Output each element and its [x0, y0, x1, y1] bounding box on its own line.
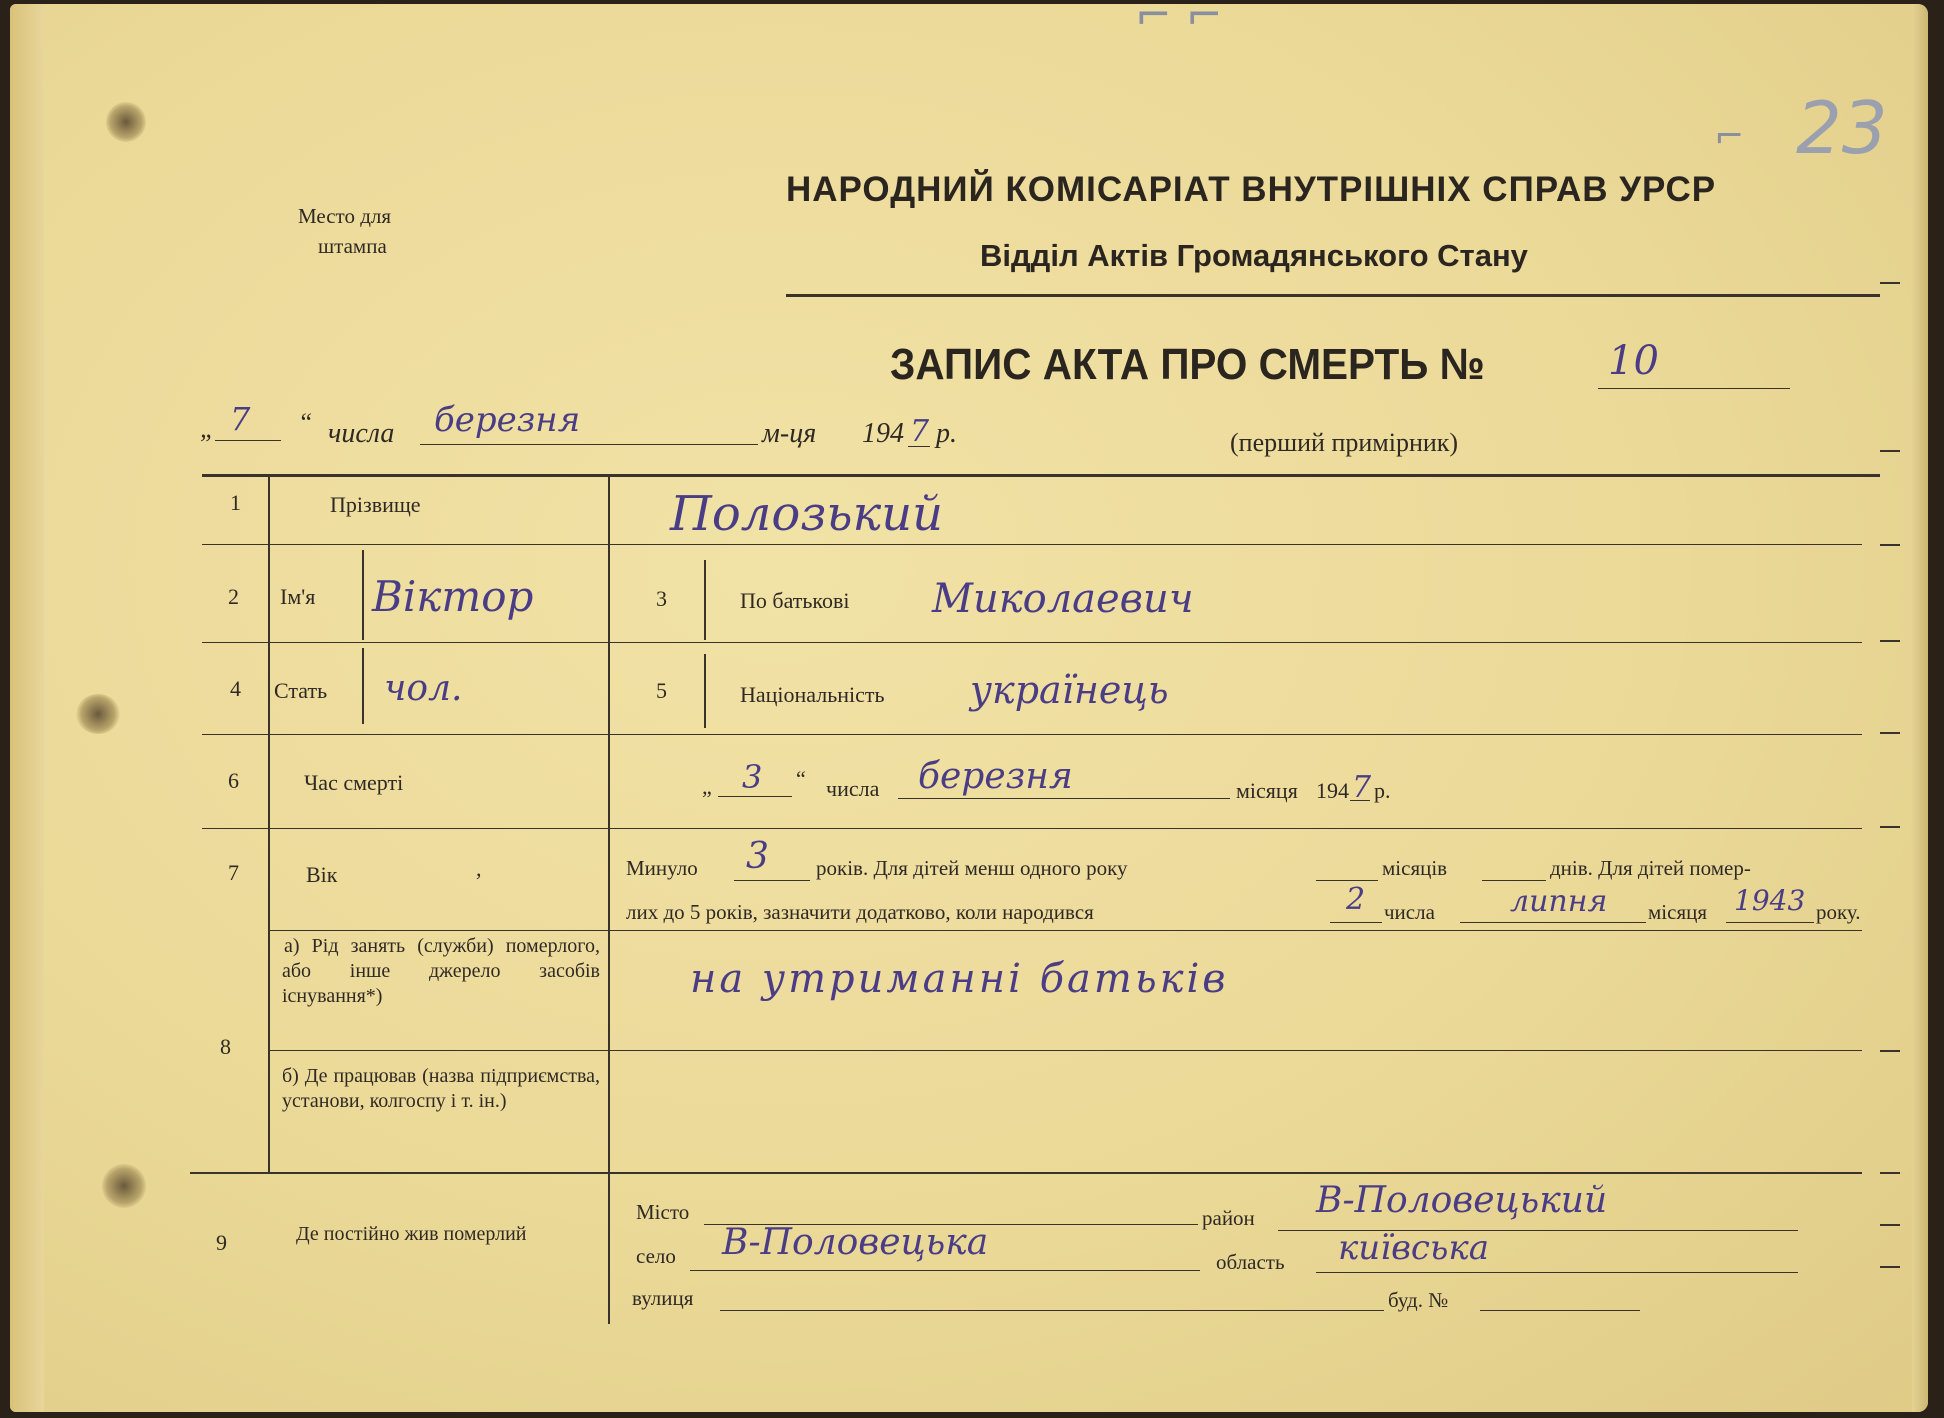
row-number-2: 2 — [228, 584, 239, 609]
stamp-place-line1: Место для — [298, 204, 392, 228]
death-month-label: місяця — [1236, 778, 1298, 803]
nationality-num-divider — [704, 654, 706, 728]
edge-tick — [1880, 1172, 1900, 1174]
row-rule-1 — [202, 544, 1862, 545]
street-label: вулиця — [632, 1286, 694, 1310]
sex-value: чол. — [384, 668, 463, 709]
date-quote-open: „ — [200, 414, 215, 443]
house-label: буд. № — [1388, 1288, 1449, 1312]
stamp-place-line2: штампа — [318, 234, 387, 258]
age-line2-text: лих до 5 років, зазначити додатково, коли народився — [626, 900, 1094, 924]
age-years-text: років. Для дітей менш одного року — [816, 856, 1128, 880]
first-name-value: Віктор — [372, 572, 534, 621]
occupation-value: на утриманні батьків — [690, 956, 1229, 1002]
date-year-suffix: р. — [936, 418, 957, 449]
nationality-value: українець — [970, 668, 1169, 712]
birth-month-line — [1460, 922, 1646, 923]
death-time-label: Час смерті — [304, 770, 404, 795]
street-line — [720, 1310, 1384, 1311]
birth-month-label: місяця — [1648, 900, 1708, 924]
birth-year-label: року. — [1816, 900, 1861, 924]
birth-day: 2 — [1346, 882, 1366, 917]
death-month-line — [898, 798, 1230, 799]
row-number-6: 6 — [228, 768, 239, 793]
village-label: село — [636, 1244, 676, 1268]
date-year-line — [908, 446, 930, 447]
nationality-label: Національність — [740, 682, 885, 707]
header-rule — [786, 294, 1880, 297]
ministry-heading: НАРОДНИЙ КОМІСАРІАТ ВНУТРІШНІХ СПРАВ УРСР — [786, 170, 1717, 209]
surname-label: Прізвище — [330, 492, 421, 517]
city-label: Місто — [636, 1200, 690, 1224]
death-quote-close: “ — [796, 766, 806, 791]
district-value: В-Половецький — [1316, 1180, 1608, 1221]
patronymic-label: По батькові — [740, 588, 850, 613]
edge-tick — [1880, 826, 1900, 828]
binding-hole — [76, 694, 120, 734]
death-year-line — [1350, 800, 1370, 801]
age-years-line — [734, 880, 810, 881]
birth-year-line — [1726, 922, 1814, 923]
row-number-8: 8 — [220, 1034, 231, 1059]
age-label: Вік — [306, 862, 338, 887]
binding-hole — [106, 102, 146, 142]
edge-tick — [1880, 1050, 1900, 1052]
page-number-mark: 23 — [1796, 86, 1888, 170]
row-number-5: 5 — [656, 678, 667, 703]
district-label: район — [1202, 1206, 1255, 1230]
house-line — [1480, 1310, 1640, 1311]
edge-tick — [1880, 640, 1900, 642]
region-line — [1316, 1272, 1798, 1273]
row-rule-3 — [202, 734, 1862, 735]
patronymic-value: Миколаевич — [932, 576, 1194, 622]
binding-hole — [102, 1164, 146, 1208]
occupation-label: а) Рід занять (служби) померлого, або інше джерело засобів існування*) — [282, 935, 600, 1007]
death-day-label: числа — [826, 776, 880, 801]
col-label-divider — [608, 474, 610, 1324]
row-rule-6 — [268, 1050, 1862, 1051]
col-num-divider — [268, 474, 270, 1174]
row-rule-4 — [202, 828, 1862, 829]
date-month-line — [420, 444, 758, 445]
village-value: В-Половецька — [722, 1222, 989, 1263]
edge-tick — [1880, 732, 1900, 734]
residence-label: Де постійно жив померлий — [296, 1223, 527, 1245]
date-day: 7 — [230, 400, 251, 438]
village-line — [690, 1270, 1200, 1271]
row-number-9: 9 — [216, 1230, 227, 1255]
sex-value-divider — [362, 648, 364, 724]
edge-tick — [1880, 544, 1900, 546]
record-number-line — [1598, 388, 1790, 389]
region-value: київська — [1338, 1228, 1489, 1268]
pencil-mark: ⌐ — [1714, 116, 1745, 157]
region-label: область — [1216, 1250, 1285, 1274]
age-months-label: місяців — [1382, 856, 1448, 880]
date-year-digit: 7 — [910, 414, 930, 449]
age-months-line — [1316, 880, 1378, 881]
edge-tick — [1880, 1266, 1900, 1268]
page-left-edge — [10, 4, 44, 1412]
age-years: 3 — [746, 836, 769, 877]
surname-value: Полозький — [670, 486, 944, 542]
row-number-3: 3 — [656, 586, 667, 611]
date-month: березня — [434, 400, 581, 440]
row-number-4: 4 — [230, 676, 241, 701]
first-name-label: Ім'я — [280, 584, 316, 609]
name-value-divider — [362, 550, 364, 640]
death-year-prefix: 194 — [1316, 778, 1349, 803]
death-day: 3 — [742, 758, 763, 796]
sex-label: Стать — [274, 678, 328, 703]
date-month-label: м-ця — [762, 418, 817, 449]
age-days-label: днів. Для дітей помер- — [1550, 856, 1751, 880]
edge-tick — [1880, 450, 1900, 452]
death-year-suffix: р. — [1374, 778, 1391, 803]
birth-month: липня — [1510, 884, 1608, 919]
document-title: ЗАПИС АКТА ПРО СМЕРТЬ № — [890, 340, 1485, 389]
birth-day-line — [1330, 922, 1382, 923]
date-quote-close: “ — [298, 408, 313, 437]
row-rule-2 — [202, 642, 1862, 643]
pencil-mark: ⌐ ⌐ — [1135, 4, 1223, 41]
death-day-line — [718, 796, 792, 797]
copy-note: (перший примірник) — [1230, 428, 1459, 457]
row-number-1: 1 — [230, 490, 241, 515]
death-quote-open: „ — [702, 774, 712, 799]
birth-year: 1943 — [1734, 884, 1806, 917]
row-rule-5 — [268, 930, 1862, 931]
edge-tick — [1880, 282, 1900, 284]
page-right-edge — [1912, 4, 1928, 1412]
row-rule-7 — [190, 1172, 1862, 1174]
document-page — [10, 4, 1928, 1412]
table-top-rule — [202, 474, 1880, 477]
birth-day-label: числа — [1384, 900, 1435, 924]
age-days-line — [1482, 880, 1546, 881]
death-year-digit: 7 — [1352, 770, 1372, 805]
date-day-label: числа — [328, 418, 395, 449]
row-number-7: 7 — [228, 860, 239, 885]
workplace-label: б) Де працював (назва підприємства, установи, колгоспу і т. ін.) — [282, 1065, 600, 1112]
patronymic-num-divider — [704, 560, 706, 640]
age-mark: , — [476, 856, 482, 881]
department-heading: Відділ Актів Громадянського Стану — [980, 238, 1528, 273]
record-number: 10 — [1608, 338, 1659, 384]
age-years-prefix: Минуло — [626, 856, 698, 880]
date-day-line — [215, 440, 281, 441]
edge-tick — [1880, 1224, 1900, 1226]
date-year-prefix: 194 — [862, 418, 904, 449]
death-month: березня — [918, 756, 1073, 797]
